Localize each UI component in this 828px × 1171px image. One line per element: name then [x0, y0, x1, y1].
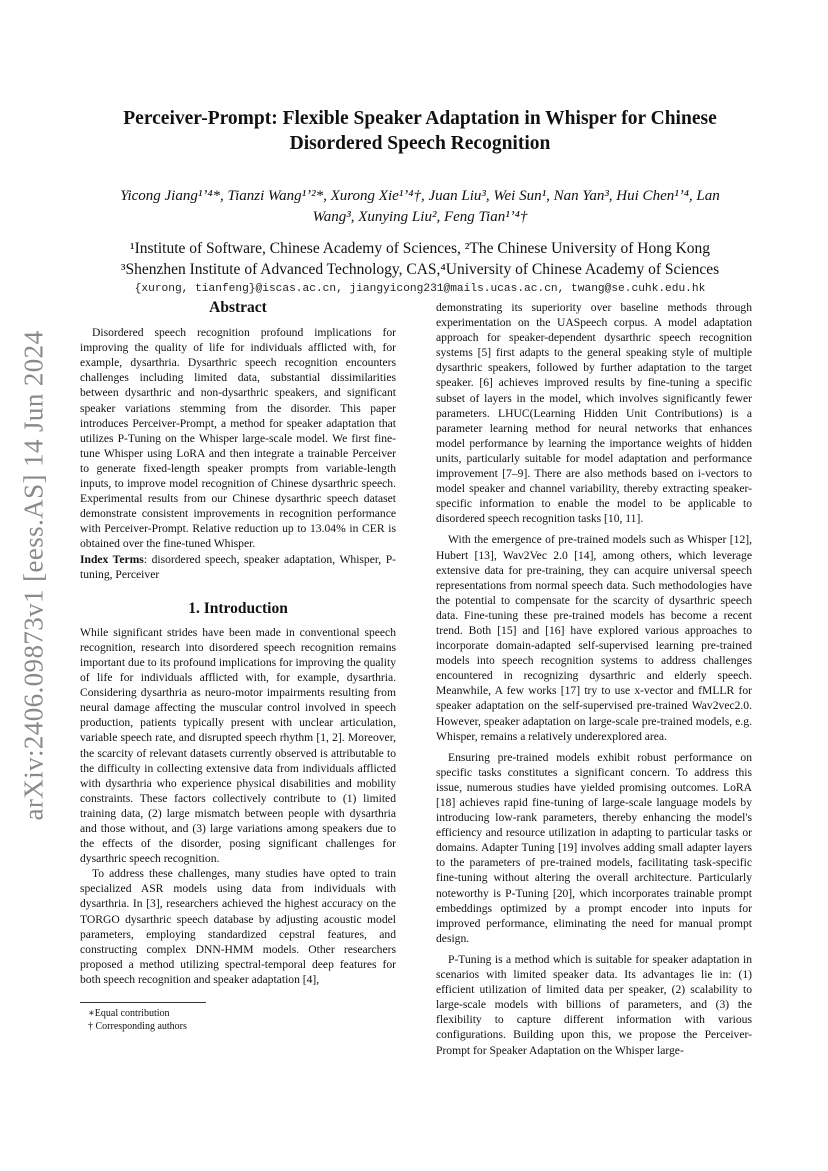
intro-paragraph-1: While significant strides have been made in conventional speech recognition, research into disordered speech recognition remains important due to its profound implications for improving the quality of life for individuals afflicted with, for example, dysarthria. Considering dysarthria as neuro-motor impairments resulting from neural damage affecting the muscular control involved in speech production, patients typically present with unclear articulation, variable speech rate, and disrupted speech rhythm [1, 2]. Moreover, the scarcity of relevant datasets currently observed is attributable to the difficulty in collecting extensive data from individuals afflicted with dysarthria who experience physical disabilities and mobility constraints. These factors collectively contribute to (1) limited training data, (2) large mismatch between people with dysarthria and those without, and (3) large variations among speakers due to the effects of the disorder, posing significant challenges for dysarthric speech recognition. — [80, 625, 396, 866]
right-paragraph-4: P-Tuning is a method which is suitable for speaker adaptation in scenarios with limited speaker data. Its advantages lie in: (1) efficient utilization of limited data per speaker, (2) scalability to large-scale models with billions of parameters, and (3) the flexibility to capture different information with various configurations. Building upon this, we propose the Perceiver-Prompt for Speaker Adaptation on the Whisper large- — [436, 952, 752, 1057]
abstract-heading: Abstract — [209, 299, 267, 316]
intro-paragraph-2: To address these challenges, many studies have opted to train specialized ASR models using data from individuals with dysarthria. In [3], researchers achieved the highest accuracy on the TORGO dysarthric speech database by adjusting acoustic model parameters, employing standardized cepstral features, and constructing complex DNN-HMM models. Other researchers proposed a method utilizing spectral-temporal deep features for both speech recognition and speaker adaptation [4], — [80, 867, 396, 986]
footnote-equal-contribution: ∗Equal contribution — [88, 1008, 170, 1019]
authors-line-2: Wang³, Xunying Liu², Feng Tian¹ʼ⁴† — [312, 209, 528, 225]
footnote-corresponding-authors: † Corresponding authors — [88, 1021, 187, 1032]
title-line-2: Disordered Speech Recognition — [289, 133, 551, 154]
footnotes — [80, 1002, 396, 1033]
index-terms-label: Index Terms — [80, 552, 144, 566]
paper-title — [100, 106, 740, 156]
arxiv-side-identifier — [14, 292, 54, 858]
introduction-heading: 1. Introduction — [188, 599, 288, 617]
abstract-text: Disordered speech recognition profound implications for improving the quality of life for individuals afflicted with, for example, dysarthria. Dysarthric speech recognition encounters challenges including limited data, substantial dissimilarities between dysarthric and non-dysarthric speakers, and significant speaker variations stemming from the disorder. This paper introduces Perceiver-Prompt, a method for speaker adaptation that utilizes P-Tuning on the Whisper large-scale model. We first fine-tune Whisper using LoRA and then integrate a trainable Perceiver to generate fixed-length speaker prompts from variable-length inputs, to improve model recognition of Chinese dysarthric speech. Experimental results from our Chinese dysarthric speech dataset demonstrate consistent improvements in recognition performance with Perceiver-Prompt. Relative reduction up to 13.04% in CER is obtained over the fine-tuned Whisper. — [80, 326, 396, 551]
authors-line-1: Yicong Jiang¹ʼ⁴*, Tianzi Wang¹ʼ²*, Xurong Xie¹ʼ⁴†, Juan Liu³, Wei Sun¹, Nan Yan³, Hui Chen¹ʼ⁴, Lan — [120, 188, 720, 204]
affiliations — [70, 238, 770, 280]
arxiv-id-text: arXiv:2406.09873v1 [eess.AS] 14 Jun 2024 — [18, 330, 49, 820]
author-emails: {xurong, tianfeng}@iscas.ac.cn, jiangyicong231@mails.ucas.ac.cn, twang@se.cuhk.edu.hk — [134, 283, 706, 295]
author-list — [84, 186, 756, 228]
right-paragraph-3: Ensuring pre-trained models exhibit robust performance on specific tasks constitutes a significant concern. To address this issue, numerous studies have yielded promising outcomes. LoRA [18] achieves rapid fine-tuning of large-scale language models by introducing low-rank parameters, thereby enhancing the model's efficiency and resource utilization in adapting to particular tasks or domains. Adapter Tuning [19] involves adding small adapter layers to the parameters of pre-trained models, facilitating task-specific fine-tuning without altering the overall architecture. Particularly noteworthy is P-Tuning [20], which incorporates trainable prompt embeddings optimized by a prompt encoder into inputs for improved performance, eliminating the need for manual prompt design. — [436, 750, 752, 945]
affiliation-line-1: ¹Institute of Software, Chinese Academy of Sciences, ²The Chinese University of Hong Kong — [129, 240, 711, 257]
index-terms — [80, 552, 396, 582]
left-column — [80, 300, 396, 987]
right-paragraph-2: With the emergence of pre-trained models such as Whisper [12], Hubert [13], Wav2Vec 2.0 [14], among others, which leverage extensive data for pre-training, they can acquire universal speech representations from normal speech data. Such methodologies have the potential to compensate for the scarcity of dysarthric speech data. Fine-tuning these pre-trained models has become a recent trend. Both [15] and [16] have explored various approaches to incorporate domain-adapted self-supervised learning pre-trained models into speech recognition systems to address challenges encountered in recognizing dysarthric and elderly speech. Meanwhile, A few works [17] try to use x-vector and fMLLR for speaker adaptation on the self-supervised pre-trained Wav2vec2.0. However, speaker adaptation on large-scale pre-trained models, e.g. Whisper, remains a relatively underexplored area. — [436, 533, 752, 743]
right-column — [436, 300, 752, 1058]
affiliation-line-2: ³Shenzhen Institute of Advanced Technology, CAS,⁴University of Chinese Academy of Sciences — [120, 261, 720, 278]
footnote-rule — [80, 1002, 206, 1003]
right-paragraph-1: demonstrating its superiority over baseline methods through experimentation on the UASpeech corpus. A model adaptation approach for speaker-dependent dysarthric speech recognition systems [5] first adapts to the general speaking style of multiple dysarthric speakers, followed by further adaptation to the target speaker. [6] achieves improved results by fine-tuning a specific subset of layers in the model, which involves significantly fewer parameters. LHUC(Learning Hidden Unit Contributions) is a parameter learning method for neural networks that enhances model performance by learning the importance weights of hidden units, particularly suitable for model adaptation and performance improvement [7–9]. There are also methods based on i-vectors to model speaker and channel variability, thereby extracting speaker-specific information to enable the model to be applicable to disordered speech recognition tasks [10, 11]. — [436, 301, 752, 526]
title-line-1: Perceiver-Prompt: Flexible Speaker Adaptation in Whisper for Chinese — [123, 108, 717, 129]
index-terms-text: : disordered speech, speaker adaptation, Whisper, P-tuning, Perceiver — [80, 552, 397, 581]
